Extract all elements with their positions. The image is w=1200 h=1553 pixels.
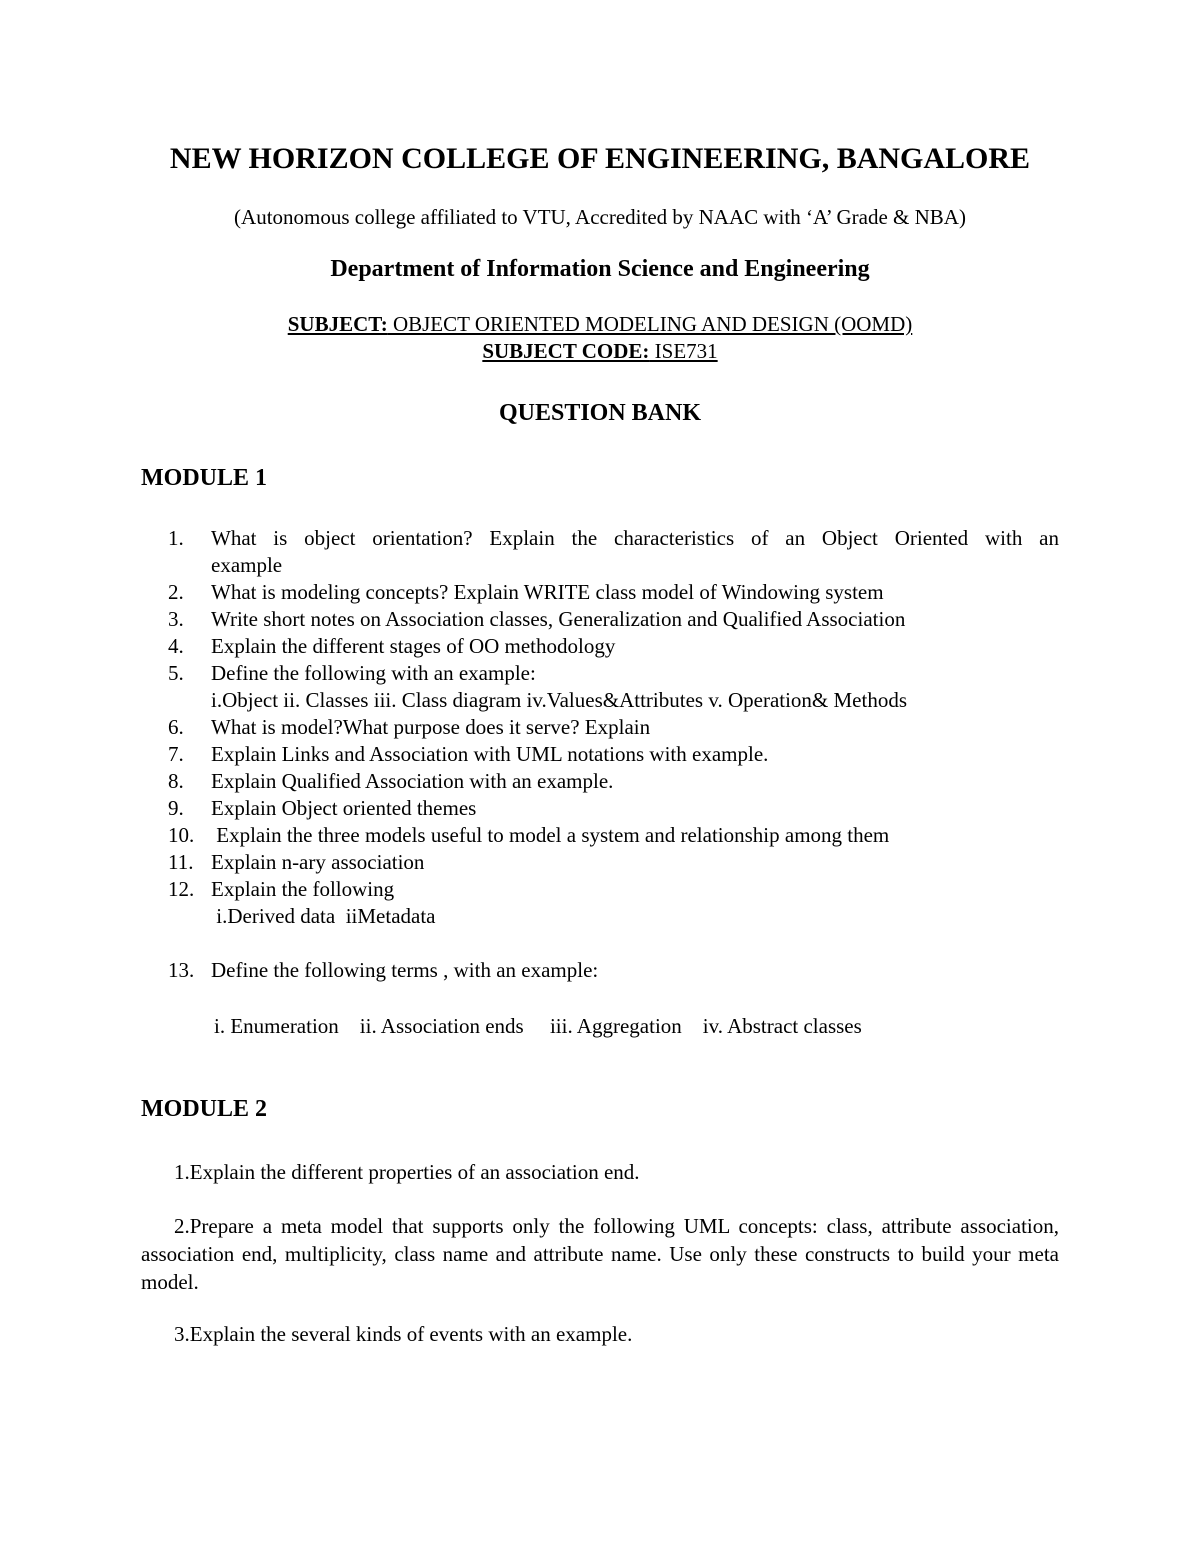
- list-item: [141, 1212, 1059, 1296]
- question-text: Explain the several kinds of events with an example.: [189, 1322, 633, 1346]
- question-number: 7.: [168, 742, 184, 766]
- question-number: 2.: [174, 1214, 190, 1238]
- question-text: Explain the different stages of OO methodology: [211, 634, 616, 658]
- subject-label: SUBJECT:: [287, 312, 388, 336]
- question-number: 13.: [168, 958, 195, 982]
- question-text: Explain Object oriented themes: [211, 796, 477, 820]
- subject-line: [0, 312, 1200, 337]
- college-title: NEW HORIZON COLLEGE OF ENGINEERING, BANGALORE: [169, 142, 1031, 175]
- question-number: 3.: [174, 1322, 190, 1346]
- question-number: 3.: [168, 607, 184, 631]
- affiliation-line: (Autonomous college affiliated to VTU, Accredited by NAAC with ‘A’ Grade & NBA): [234, 205, 966, 229]
- question-continuation: i.Object ii. Classes iii. Class diagram iv.Values&Attributes v. Operation& Methods: [211, 688, 908, 712]
- module-1-heading: MODULE 1: [141, 465, 267, 491]
- question-text: Explain n-ary association: [211, 850, 425, 874]
- question-number: 1.: [174, 1160, 190, 1184]
- module-2-heading: MODULE 2: [141, 1096, 267, 1122]
- question-text: Explain Qualified Association with an example.: [211, 769, 614, 793]
- question-number: 8.: [168, 769, 184, 793]
- question-text: Define the following terms , with an example:: [211, 958, 599, 982]
- question-number: 1.: [168, 526, 184, 550]
- question-text: What is modeling concepts? Explain WRITE class model of Windowing system: [211, 580, 884, 604]
- question-number: 6.: [168, 715, 184, 739]
- question-text: Explain the following: [211, 877, 395, 901]
- question-number: 12.: [168, 877, 195, 901]
- question-number: 9.: [168, 796, 184, 820]
- list-item: [174, 1321, 632, 1348]
- question-number: 4.: [168, 634, 184, 658]
- question-text: Prepare a meta model that supports only the following UML concepts: class, attribute association, association end, multiplicity, class name and attribute name. Use only these constructs to build your meta model.: [141, 1214, 1059, 1294]
- department-heading: Department of Information Science and Engineering: [330, 256, 870, 282]
- question-text: What is object orientation? Explain the characteristics of an Object Oriented with an: [211, 526, 1059, 550]
- question-number: 2.: [168, 580, 184, 604]
- question-number: 10.: [168, 823, 195, 847]
- question-text: Write short notes on Association classes, Generalization and Qualified Association: [211, 607, 906, 631]
- question-text: Explain the three models useful to model a system and relationship among them: [211, 823, 890, 847]
- question-continuation: example: [211, 553, 283, 577]
- question-continuation: i.Derived data iiMetadata: [211, 904, 436, 928]
- question-text: Explain the different properties of an association end.: [189, 1160, 640, 1184]
- subject-code-label: SUBJECT CODE:: [482, 339, 650, 363]
- module-1-questions: [0, 525, 1200, 982]
- subject-value: OBJECT ORIENTED MODELING AND DESIGN (OOMD): [387, 312, 913, 336]
- question-number: 11.: [168, 850, 194, 874]
- subject-code-value: ISE731: [649, 339, 718, 363]
- list-item: [174, 1159, 640, 1186]
- subject-code-line: [0, 339, 1200, 364]
- question-bank-title: QUESTION BANK: [498, 400, 702, 426]
- question-number: 5.: [168, 661, 184, 685]
- question-text: What is model?What purpose does it serve? Explain: [211, 715, 651, 739]
- question-13-options: i. Enumeration ii. Association ends iii. Aggregation iv. Abstract classes: [214, 1014, 862, 1038]
- question-text: Explain Links and Association with UML notations with example.: [211, 742, 769, 766]
- question-text: Define the following with an example:: [211, 661, 536, 685]
